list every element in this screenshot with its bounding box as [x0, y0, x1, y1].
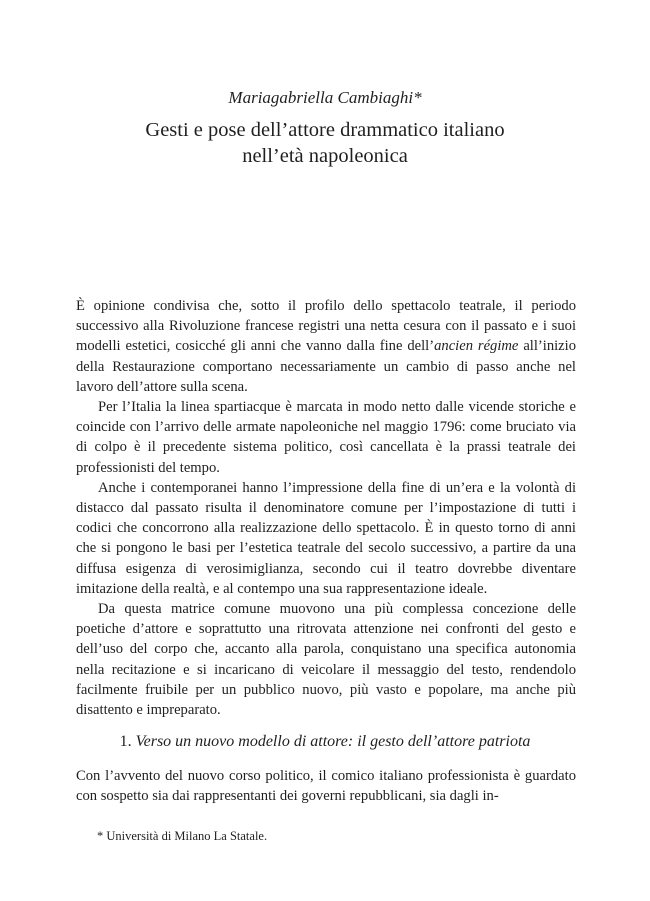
paragraph-4: Da questa matrice comune muovono una più complessa concezione delle poetiche d’attore e soprattutto una ritrovata attenzione nei confronti del gesto e dell’uso del corpo che, accanto alla parola, conquistano una specifica autonomia nella recitazione e si incaricano di veicolare il messaggio del testo, rendendolo facilmente fruibile per un pubblico nuovo, più vasto e popolare, ma anche più disattento e impreparato.	[76, 601, 576, 719]
paragraph-1-before: È opinione condivisa che, sotto il profilo dello spettacolo teatrale, il periodo successivo alla Rivoluzione francese registri una netta cesura con il passato e i suoi modelli estetici, cosicché gli anni che vanno dalla fine dell’	[76, 298, 576, 355]
author-name: Mariagabriella Cambiaghi*	[228, 88, 422, 107]
section-paragraph: Con l’avvento del nuovo corso politico, il comico italiano professionista è guardato con sospetto sia dai rappresentanti dei governi repubblicani, sia dagli in-	[76, 768, 576, 805]
footnote: * Università di Milano La Statale.	[97, 829, 268, 843]
paragraph-3: Anche i contemporanei hanno l’impressione della fine di un’era e la volontà di distacco dal passato risulta il denominatore comune per l’impostazione di tutti i codici che concorrono alla realizzazione dello spettacolo. È in questo torno di anni che si pongono le basi per l’estetica teatrale del secolo successivo, a partire da una diffusa esigenza di verosimiglianza, secondo cui il teatro dovrebbe diventare imitazione della realtà, e al contempo una sua rappresentazione ideale.	[76, 479, 576, 597]
section-number: 1.	[119, 733, 132, 750]
section-body	[76, 766, 576, 806]
paragraph-1	[76, 296, 576, 397]
section-heading	[0, 733, 650, 751]
section-title: Verso un nuovo modello di attore: il gesto dell’attore patriota	[135, 733, 531, 750]
paragraph-2: Per l’Italia la linea spartiacque è marcata in modo netto dalle vicende storiche e coincide con l’arrivo delle armate napoleoniche nel maggio 1796: come bruciato via di colpo è il precedente sistema politico, così cancellata è la prassi teatrale dei professionisti del tempo.	[76, 399, 576, 476]
paragraph-1-italic: ancien régime	[434, 338, 519, 355]
title-line-1: Gesti e pose dell’attore drammatico italiano	[145, 119, 505, 141]
body-text	[76, 296, 576, 720]
paper-title	[0, 117, 650, 169]
paragraph-1-after: all’inizio della Restaurazione comportano necessariamente un cambio di passo anche nel lavoro dell’attore sulla scena.	[76, 338, 576, 395]
title-line-2: nell’età napoleonica	[242, 145, 408, 167]
